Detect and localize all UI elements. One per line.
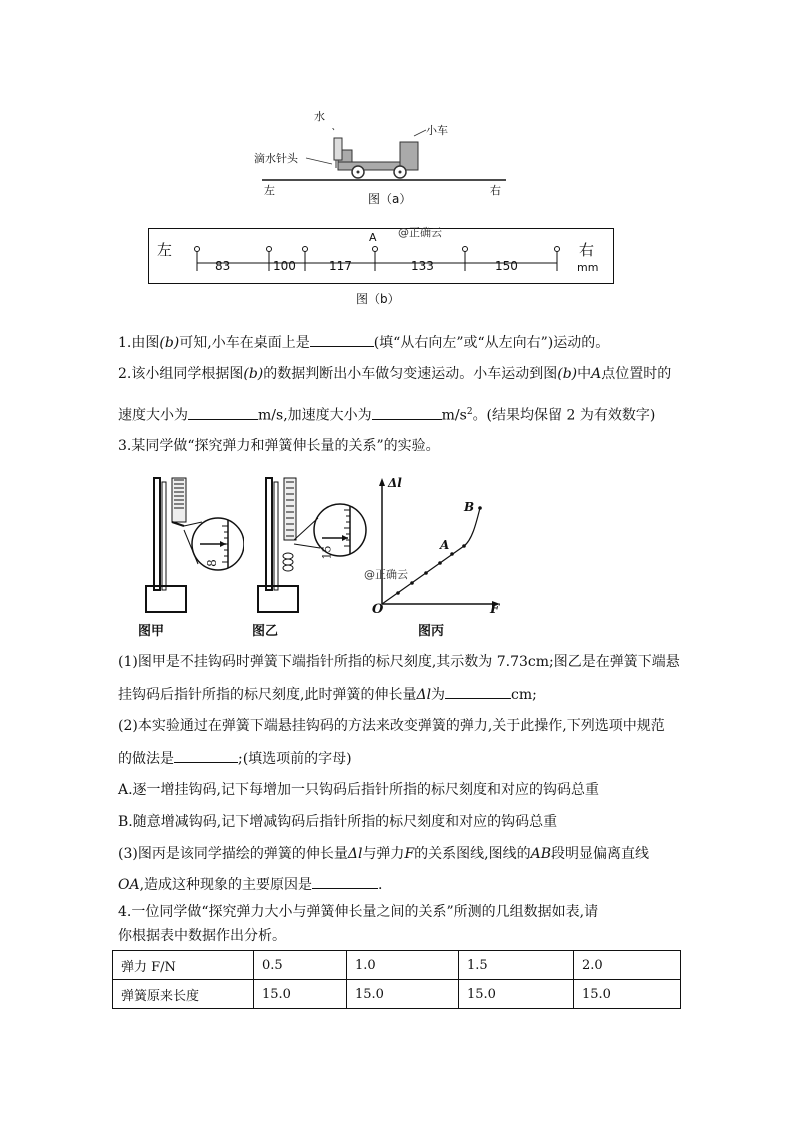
q3-option-a: A.逐一增挂钩码,记下每增加一只钩码后指针所指的标尺刻度和对应的钩码总重 (118, 782, 600, 798)
answer-blank-reason[interactable] (312, 874, 378, 889)
tape-left: 左 (157, 241, 173, 259)
q3-part1-line2: 挂钩码后指针所指的标尺刻度,此时弹簧的伸长量Δl为 cm; (118, 684, 537, 705)
watermark-b: @正确云 (398, 226, 442, 239)
answer-blank-acceleration[interactable] (372, 405, 442, 420)
label-water: 水 (314, 110, 325, 123)
segment-2: 100 (273, 259, 296, 273)
watermark-q3: @正确云 (364, 568, 408, 581)
q3-part2-line2: 的做法是 ;(填选项前的字母) (118, 748, 352, 769)
figure-b (148, 228, 614, 284)
curve-oab (382, 508, 480, 604)
q3-option-b: B.随意增减钩码,记下增减钩码后指针所指的标尺刻度和对应的钩码总重 (118, 814, 558, 830)
table-cell: 弹簧原来长度 (113, 980, 254, 1009)
tape-point-a: A (369, 231, 377, 244)
question-4-line-2: 你根据表中数据作出分析。 (118, 928, 286, 944)
answer-blank-choice[interactable] (174, 748, 238, 763)
data-point (424, 571, 428, 575)
table-cell: 1.0 (347, 951, 459, 980)
table-row (113, 980, 681, 1009)
q3-part3-line2: OA,造成这种现象的主要原因是 . (118, 874, 383, 895)
caption-jia: 图甲 (138, 624, 165, 639)
label-left: 左 (264, 184, 275, 197)
graph-bing (368, 474, 508, 624)
answer-blank-direction[interactable] (310, 332, 374, 347)
data-point (396, 591, 400, 595)
caption-a: 图（a） (368, 192, 412, 206)
table-cell: 0.5 (254, 951, 347, 980)
figure-a (250, 110, 510, 212)
q3-part3-line1: (3)图丙是该同学描绘的弹簧的伸长量Δl与弹力F的关系图线,图线的AB段明显偏离直线 (118, 846, 650, 862)
data-point (478, 506, 482, 510)
segment-3: 117 (329, 259, 352, 273)
q3-part1-line1: (1)图甲是不挂钩码时弹簧下端指针所指的标尺刻度,其示数为 7.73cm;图乙是在弹簧下端悬 (118, 654, 680, 670)
table-cell: 15.0 (347, 980, 459, 1009)
graph-point-b: B (464, 500, 475, 514)
data-point (462, 544, 466, 548)
graph-origin: O (372, 602, 384, 617)
table-cell: 15.0 (574, 980, 681, 1009)
graph-x-label: F (490, 602, 500, 617)
q3-part2-line1: (2)本实验通过在弹簧下端悬挂钩码的方法来改变弹簧的弹力,关于此操作,下列选项中规范 (118, 718, 665, 734)
figure-jia-drawing (132, 474, 244, 624)
question-4-line-1: 4.一位同学做“探究弹力大小与弹簧伸长量之间的关系”所测的几组数据如表,请 (118, 904, 599, 920)
figure-yi-drawing (248, 474, 370, 624)
caption-yi: 图乙 (252, 624, 279, 639)
table-row (113, 951, 681, 980)
table-cell: 15.0 (459, 980, 574, 1009)
data-point (410, 581, 414, 585)
label-right: 右 (490, 184, 501, 197)
segment-4: 133 (411, 259, 434, 273)
question-3-title: 3.某同学做“探究弹力和弹簧伸长量的关系”的实验。 (118, 438, 440, 454)
table-cell: 弹力 F/N (113, 951, 254, 980)
table-cell: 2.0 (574, 951, 681, 980)
table-cell: 1.5 (459, 951, 574, 980)
tape-unit: mm (577, 261, 599, 274)
label-dripper: 滴水针头 (254, 152, 298, 165)
caption-bing: 图丙 (418, 624, 445, 639)
label-cart: 小车 (426, 124, 448, 137)
data-point (438, 561, 442, 565)
scale-jia: 8 (204, 559, 219, 567)
caption-b: 图（b） (356, 292, 400, 306)
graph-y-label: Δl (388, 476, 402, 490)
tape-right: 右 (579, 241, 595, 259)
figure-jia (132, 474, 244, 639)
scale-yi: 15 (320, 545, 334, 560)
question-2-line-2: 速度大小为 m/s,加速度大小为 $m/s^2$。(结果均保留 2 为有效数字) (118, 402, 655, 426)
data-table (112, 950, 681, 1009)
figure-bing (368, 474, 508, 639)
figure-yi (248, 474, 370, 639)
segment-5: 150 (495, 259, 518, 273)
answer-blank-extension[interactable] (445, 684, 511, 699)
question-1: 1.由图(b)可知,小车在桌面上是 (填“从右向左”或“从左向右”)运动的。 (118, 332, 609, 353)
answer-blank-speed[interactable] (188, 405, 258, 420)
question-2-line-1: 2.该小组同学根据图(b)的数据判断出小车做匀变速运动。小车运动到图(b)中A点位置时的 (118, 366, 672, 382)
table-cell: 15.0 (254, 980, 347, 1009)
figure-b-tape (149, 229, 613, 283)
segment-1: 83 (215, 259, 231, 273)
graph-point-a: A (440, 538, 450, 552)
data-point (450, 552, 454, 556)
